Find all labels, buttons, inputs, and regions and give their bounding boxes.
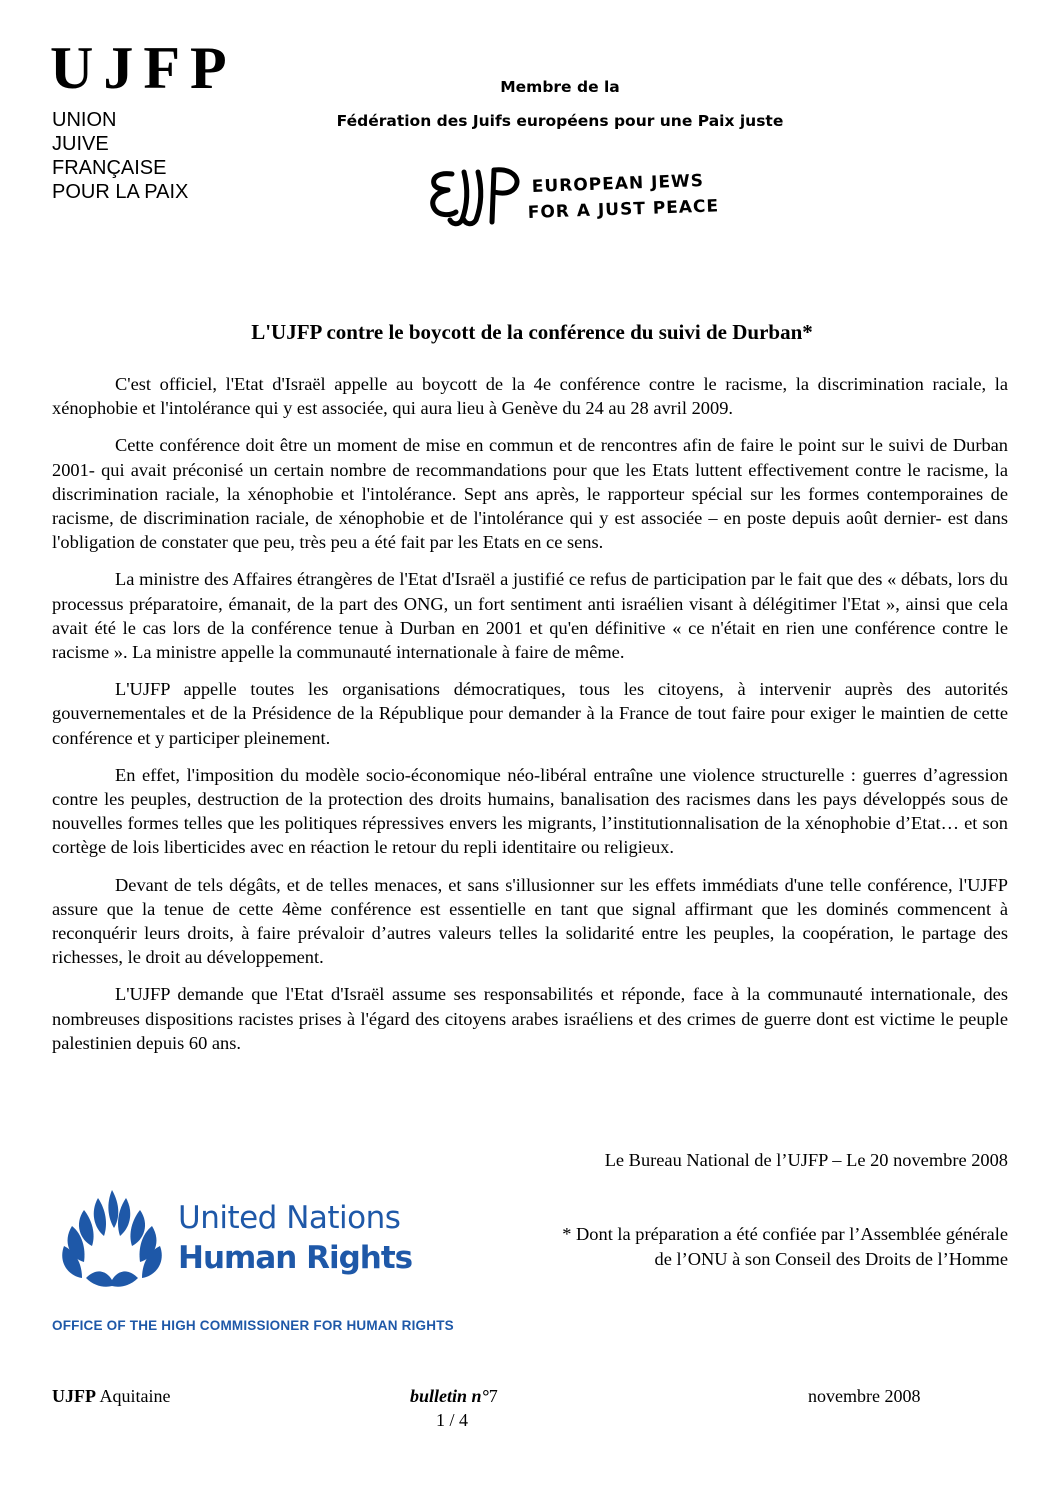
ejjp-logo [428, 164, 728, 234]
body-paragraph: Devant de tels dégâts, et de telles menaces, et sans s'illusionner sur les effets immédiats d'une telle conférence, l'UJFP assure que la tenue de cette 4ème conférence est essentielle en tant que signal affirmant que les dominés commencent à reconquérir leurs droits, à faire prévaloir d’autres valeurs telles la solidarité entre les peuples, la coopération, le partage des richesses, le droit au développement. [52, 874, 1008, 968]
footer-date: novembre 2008 [808, 1386, 921, 1406]
ejjp-text-line1: EUROPEAN JEWS [531, 170, 705, 197]
body-paragraph: L'UJFP appelle toutes les organisations démocratiques, tous les citoyens, à intervenir auprès des autorités gouvernementales et de la Présidence de la République pour demander à la France de tout faire pour exiger le maintien de cette conférence et y participer pleinement. [52, 679, 1008, 748]
body-paragraph: Cette conférence doit être un moment de mise en commun et de rencontres afin de faire le point sur le suivi de Durban 2001- qui avait préconisé un certain nombre de recommandations pour que les Etats luttent effectivement contre le racisme, la discrimination raciale, la xénophobie et l'intolérance. Sept ans après, le rapporteur spécial sur les formes contemporaines de racisme, de discrimination raciale, de xénophobie et de l'intolérance qui y est associée – en poste depuis août dernier- est dans l'obligation de constater que peu, très peu a été fait par les Etats en ce sens. [52, 435, 1008, 553]
un-logo-line2: Human Rights [178, 1240, 413, 1276]
ejjp-text-line2: FOR A JUST PEACE [527, 196, 720, 223]
document-body [52, 372, 1008, 1068]
footer-bulletin [410, 1386, 498, 1407]
page-number: 1 / 4 [436, 1410, 469, 1430]
member-line: Membre de la [500, 78, 620, 96]
ujfp-subtitle-line: FRANÇAISE [52, 157, 167, 179]
ejjp-mark-icon [433, 170, 517, 224]
footer-org-bold: UJFP [52, 1386, 96, 1406]
footnote [448, 1222, 1008, 1272]
footer-bulletin-number: 7 [488, 1386, 498, 1406]
ujfp-subtitle-line: POUR LA PAIX [52, 181, 189, 203]
ujfp-subtitle-line: UNION [52, 109, 117, 131]
un-emblem-icon [62, 1190, 162, 1287]
body-paragraph: La ministre des Affaires étrangères de l'Etat d'Israël a justifié ce refus de participation par le fait que des « débats, lors du processus préparatoire, émanait, de la part des ONG, un fort sentiment anti israélien visant à délégitimer l'Etat », ainsi que cela avait été le cas lors de la conférence tenue à Durban en 2001 et qu'en définitive « ce n'était en rien une conférence contre le racisme ». La ministre appelle la communauté internationale à faire de même. [52, 569, 1008, 663]
body-paragraph: L'UJFP demande que l'Etat d'Israël assume ses responsabilités et réponde, face à la communauté internationale, des nombreuses dispositions racistes prises à l'égard des citoyens arabes israéliens et des crimes de guerre dont est victime le peuple palestinien depuis 60 ans. [52, 984, 1008, 1053]
signature: Le Bureau National de l’UJFP – Le 20 novembre 2008 [604, 1150, 1008, 1170]
ujfp-subtitle-line: JUIVE [52, 133, 109, 155]
ujfp-subtitle [52, 108, 188, 204]
footer-bulletin-label: bulletin n° [410, 1386, 489, 1406]
footnote-line: * Dont la préparation a été confiée par l’Assemblée générale [562, 1224, 1008, 1244]
un-logo-line1: United Nations [178, 1200, 401, 1236]
footnote-line: de l’ONU à son Conseil des Droits de l’Homme [654, 1249, 1008, 1269]
un-office-line: OFFICE OF THE HIGH COMMISSIONER FOR HUMAN RIGHTS [52, 1318, 454, 1333]
ujfp-logo: UJFP [50, 35, 237, 101]
footer-org [52, 1386, 171, 1407]
document-title: L'UJFP contre le boycott de la conférence du suivi de Durban* [251, 320, 813, 344]
body-paragraph: En effet, l'imposition du modèle socio-économique néo-libéral entraîne une violence structurelle : guerres d’agression contre les peuples, destruction de la protection des droits humains, banalisation des racismes dans les pays développés sous de nouvelles formes telles que les politiques répressives envers les migrants, l’institutionnalisation de la xénophobie d’Etat… et son cortège de lois liberticides avec en réaction le retour du repli identitaire ou religieux. [52, 764, 1008, 858]
federation-line: Fédération des Juifs européens pour une Paix juste [336, 112, 784, 130]
body-paragraph: C'est officiel, l'Etat d'Israël appelle au boycott de la 4e conférence contre le racisme, la discrimination raciale, la xénophobie et l'intolérance qui y est associée, qui aura lieu à Genève du 24 au 28 avril 2009. [52, 374, 1008, 419]
footer-org-rest: Aquitaine [96, 1386, 171, 1406]
